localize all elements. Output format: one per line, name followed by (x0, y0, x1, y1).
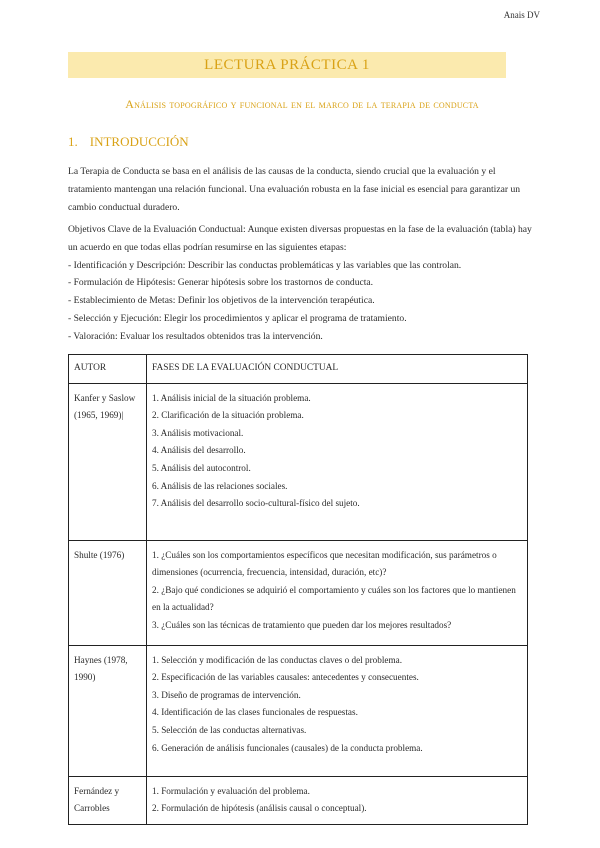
document-subtitle: Análisis topográfico y funcional en el marco de la terapia de conducta (125, 97, 479, 111)
row-author: Haynes (1978, 1990) (69, 645, 147, 776)
row-phases (147, 776, 528, 824)
row-phases (147, 383, 528, 540)
phase-item: 7. Análisis del desarrollo socio-cultural-físico del sujeto. (152, 498, 360, 509)
row-author: Fernández y Carrobles (69, 776, 147, 824)
objectives-intro: Objetivos Clave de la Evaluación Conductual: Aunque existen diversas propuestas en la fase de la evaluación (tabla) hay un acuerdo en que todas ellas podrían resumirse en las siguientes etapas: (68, 224, 532, 253)
author-name: Anais DV (503, 10, 540, 20)
objective-item: - Selección y Ejecución: Elegir los procedimientos y aplicar el programa de tratamiento. (68, 312, 407, 324)
phase-item: 2. Formulación de hipótesis (análisis causal o conceptual). (152, 803, 367, 814)
phase-item: 1. Formulación y evaluación del problema. (152, 785, 310, 796)
table-row (69, 776, 528, 824)
objective-item: - Establecimiento de Metas: Definir los objetivos de la intervención terapéutica. (68, 295, 375, 307)
table-row (69, 540, 528, 645)
phase-item: 5. Selección de las conductas alternativas. (152, 724, 307, 735)
objectives-block (68, 221, 532, 346)
phase-item: 3. Análisis motivacional. (152, 427, 244, 438)
phase-item: 3. ¿Cuáles son las técnicas de tratamiento que pueden dar los mejores resultados? (152, 619, 452, 630)
section-title: INTRODUCCIÓN (89, 134, 189, 149)
header-author: AUTOR (69, 355, 147, 384)
phase-item: 2. Especificación de las variables causales: antecedentes y consecuentes. (152, 672, 419, 683)
document-title: LECTURA PRÁCTICA 1 (68, 52, 506, 78)
row-phases (147, 645, 528, 776)
row-author: Kanfer y Saslow (1965, 1969)| (69, 383, 147, 540)
phase-item: 6. Generación de análisis funcionales (causales) de la conducta problema. (152, 742, 423, 753)
table-header-row (69, 355, 528, 384)
row-phases (147, 540, 528, 645)
phase-item: 4. Identificación de las clases funcionales de respuestas. (152, 707, 358, 718)
section-number: 1. (68, 134, 78, 149)
objective-item: - Identificación y Descripción: Describir las conductas problemáticas y las variables que las controlan. (68, 259, 462, 271)
phase-item: 3. Diseño de programas de intervención. (152, 689, 301, 700)
table-row (69, 383, 528, 540)
objective-item: - Formulación de Hipótesis: Generar hipótesis sobre los trastornos de conducta. (68, 277, 374, 289)
table-row (69, 645, 528, 776)
phase-item: 1. Selección y modificación de las conductas claves o del problema. (152, 654, 403, 665)
header-phases: FASES DE LA EVALUACIÓN CONDUCTUAL (147, 355, 528, 384)
phase-item: 1. Análisis inicial de la situación problema. (152, 392, 311, 403)
phase-item: 1. ¿Cuáles son los comportamientos específicos que necesitan modificación, sus parámetros o dimensiones (ocurrencia, frecuencia, intensidad, duración, etc)? (152, 549, 497, 578)
phase-item: 2. Clarificación de la situación problema. (152, 410, 304, 421)
row-author: Shulte (1976) (69, 540, 147, 645)
section-heading (68, 134, 189, 150)
evaluation-phases-table (68, 354, 528, 825)
phase-item: 4. Análisis del desarrollo. (152, 445, 246, 456)
intro-paragraph: La Terapia de Conducta se basa en el análisis de las causas de la conducta, siendo crucial que la evaluación y el tratamiento mantengan una relación funcional. Una evaluación robusta en la fase inicial es esencial para garantizar un cambio conductual duradero. (68, 166, 521, 213)
objective-item: - Valoración: Evaluar los resultados obtenidos tras la intervención. (68, 330, 323, 342)
phase-item: 2. ¿Bajo qué condiciones se adquirió el comportamiento y cuáles son los factores que lo mantienen en la actualidad? (152, 584, 516, 613)
phase-item: 5. Análisis del autocontrol. (152, 462, 251, 473)
phase-item: 6. Análisis de las relaciones sociales. (152, 480, 288, 491)
